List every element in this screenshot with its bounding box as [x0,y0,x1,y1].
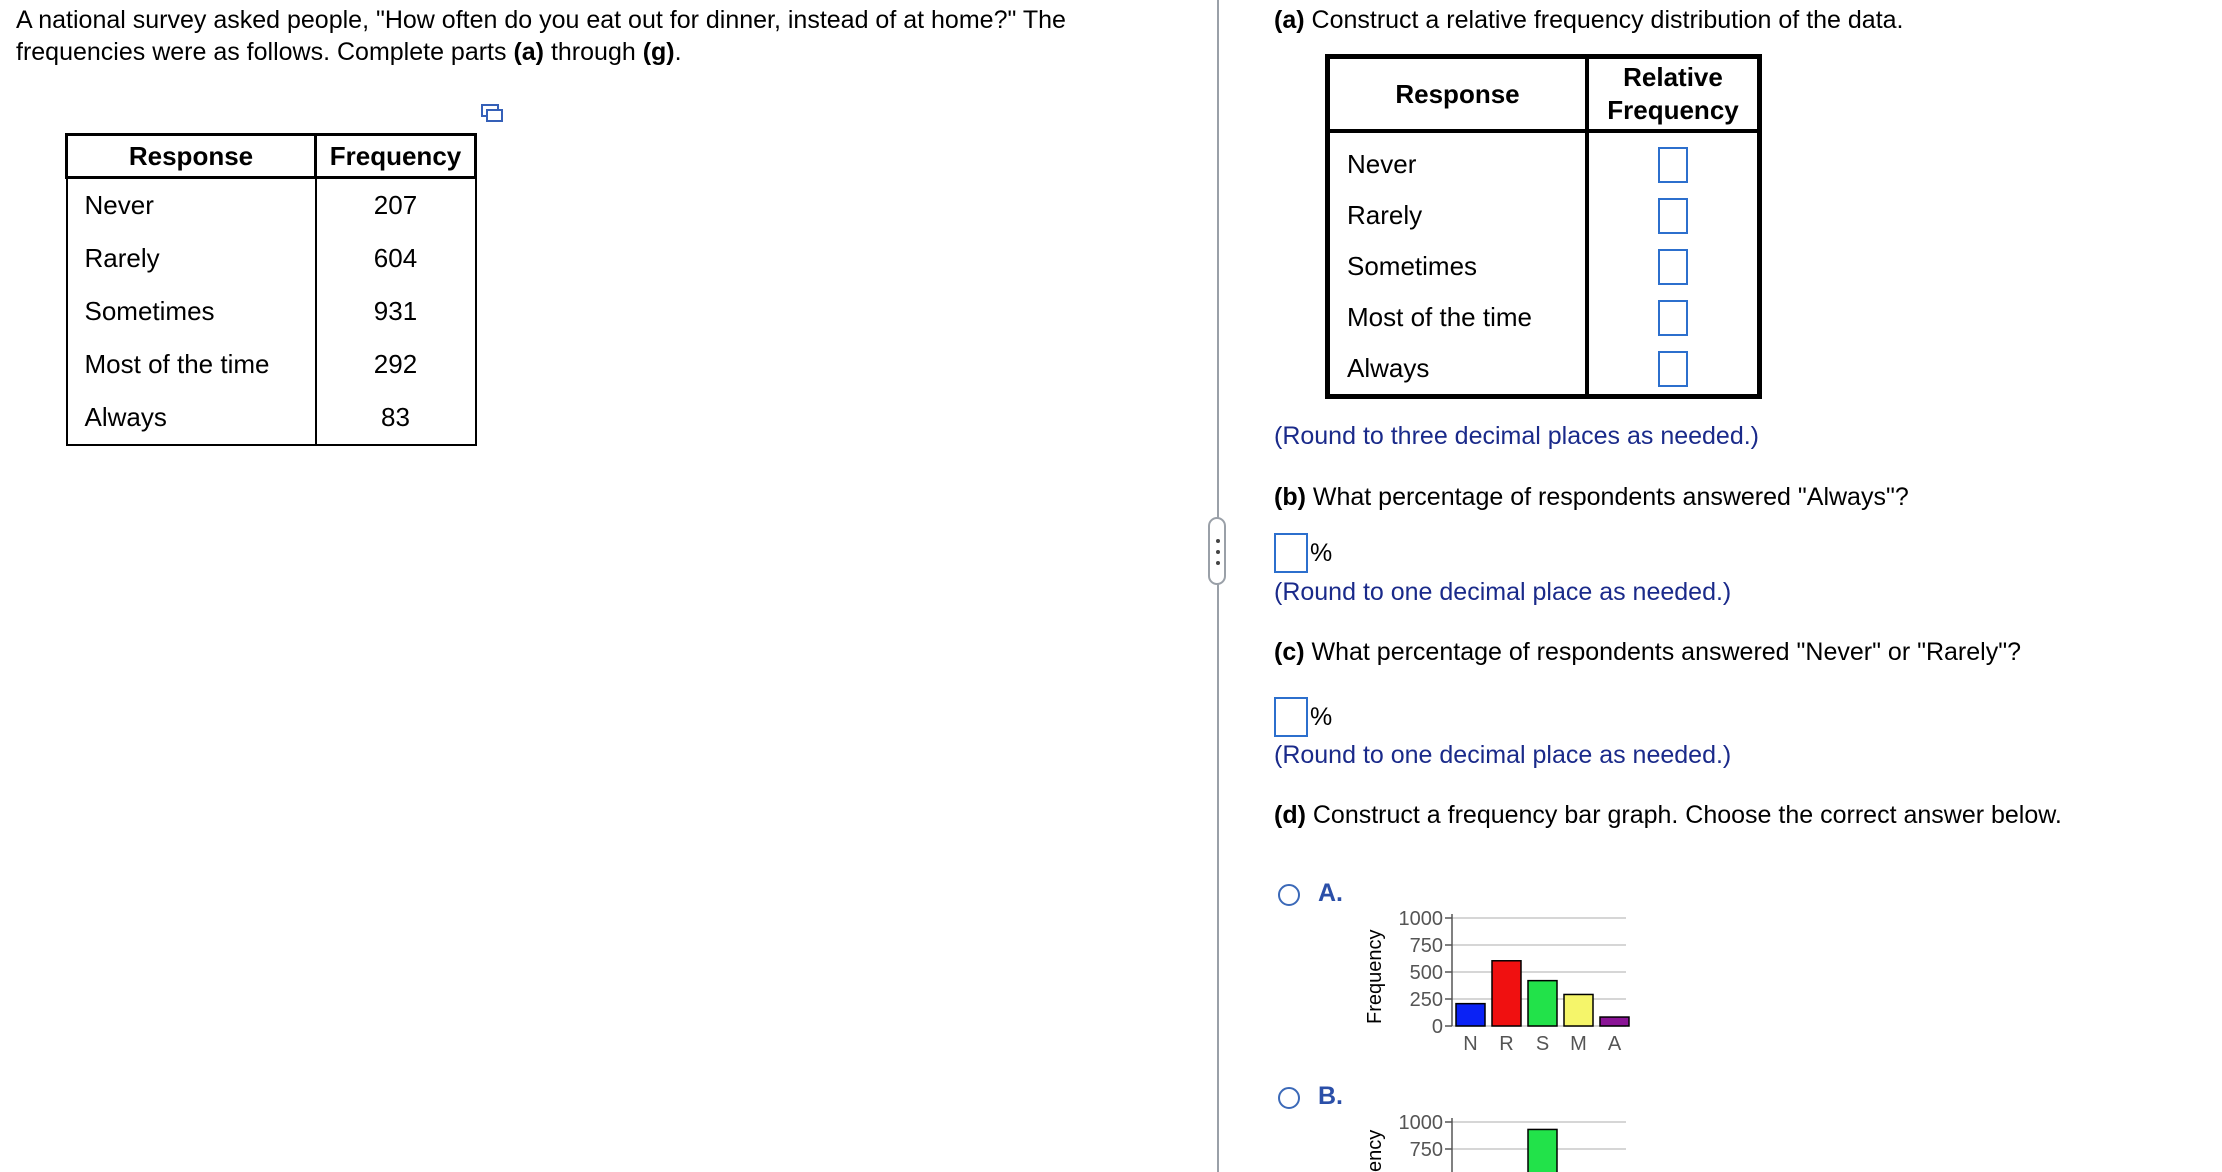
rf-header-line1: Relative [1623,62,1723,92]
rf-answer-sometimes-input[interactable] [1658,249,1688,285]
row-response: Rarely [67,232,316,285]
part-a-text: Construct a relative frequency distribution of the data. [1304,6,1904,34]
table-row [1328,292,1760,343]
row-response: Always [67,391,316,445]
data-table-header-row [67,135,476,178]
table-row [1328,241,1760,292]
part-c-question [1274,636,2021,668]
option-a-x-label: S [1535,1033,1550,1055]
part-c-tag: (c) [1274,638,1305,666]
row-frequency: 207 [316,178,476,233]
option-b-label[interactable]: B. [1318,1082,1343,1110]
problem-line-2-text: frequencies were as follows. Complete parts [16,38,514,66]
part-b-hint: (Round to one decimal place as needed.) [1274,578,1732,606]
frequency-data-table [65,133,477,446]
part-g-ref: (g) [642,38,675,66]
row-frequency: 83 [316,391,476,445]
problem-line-1: A national survey asked people, "How often do you eat out for dinner, instead of at home?" The [16,6,1066,34]
rf-answer-never-input[interactable] [1658,147,1688,183]
row-response: Most of the time [67,338,316,391]
option-b-y-axis-label: ency [1364,1129,1386,1172]
part-b-tag: (b) [1274,483,1306,511]
table-row [67,338,476,391]
rf-answer-always-input[interactable] [1658,351,1688,387]
part-a-hint: (Round to three decimal places as needed.) [1274,422,1760,450]
rf-row-response: Never [1328,131,1588,190]
rf-answer-most-input[interactable] [1658,300,1688,336]
part-a-tag: (a) [1274,6,1305,34]
option-a-x-label: A [1607,1033,1622,1055]
percent-sign: % [1310,538,1333,567]
pane-resize-handle[interactable] [1208,517,1226,585]
option-a-bar-s [1528,981,1557,1026]
relative-frequency-table [1325,54,1762,399]
option-a-tick-label: 250 [1409,989,1443,1011]
table-row [67,285,476,338]
table-row [67,232,476,285]
row-frequency: 604 [316,232,476,285]
rf-cell [1587,190,1760,241]
rf-row-response: Sometimes [1328,241,1588,292]
table-row [67,391,476,445]
problem-statement [16,4,1176,68]
part-c-hint: (Round to one decimal place as needed.) [1274,741,1732,769]
option-a-tick-label: 750 [1409,935,1443,957]
rf-header-relative-frequency [1587,57,1760,132]
rf-row-response: Most of the time [1328,292,1588,343]
problem-line-2 [16,36,1176,68]
part-a-ref: (a) [513,38,545,66]
problem-line-2-mid: through [544,38,643,66]
part-b-question [1274,481,1909,513]
option-b-bar-chart[interactable] [1390,1104,1640,1172]
header-frequency: Frequency [316,135,476,178]
part-a-question [1274,4,1904,36]
rf-header-row [1328,57,1760,132]
option-a-tick-label: 500 [1409,962,1443,984]
rf-cell [1587,131,1760,190]
header-response: Response [67,135,316,178]
row-frequency: 931 [316,285,476,338]
row-frequency: 292 [316,338,476,391]
rf-row-response: Always [1328,343,1588,397]
rf-header-response: Response [1328,57,1588,132]
option-b-tick-label: 750 [1409,1139,1443,1161]
option-b-bar-s [1528,1129,1557,1172]
part-b-answer [1274,533,1332,573]
option-a-x-label: R [1499,1033,1514,1055]
option-a-bar-r [1492,961,1521,1026]
option-a-tick-label: 1000 [1398,908,1443,930]
option-b-tick-label: 1000 [1398,1112,1443,1134]
option-a-bar-n [1456,1004,1485,1026]
table-row [1328,190,1760,241]
copy-data-icon[interactable] [481,104,503,122]
part-c-text: What percentage of respondents answered "Never" or "Rarely"? [1304,638,2021,666]
table-row [67,178,476,233]
part-d-question [1274,799,2062,831]
option-b-radio[interactable] [1278,1087,1300,1109]
problem-line-2-end: . [674,38,682,66]
row-response: Never [67,178,316,233]
option-a-tick-label: 0 [1431,1016,1443,1038]
option-a-y-axis-label: Frequency [1364,929,1386,1024]
option-a-bar-a [1600,1017,1629,1026]
rf-header-line2: Frequency [1607,95,1739,125]
row-response: Sometimes [67,285,316,338]
table-row [1328,131,1760,190]
rf-cell [1587,292,1760,343]
rf-answer-rarely-input[interactable] [1658,198,1688,234]
part-b-input[interactable] [1274,533,1308,573]
rf-row-response: Rarely [1328,190,1588,241]
option-a-x-label: M [1570,1033,1587,1055]
pane-divider [1217,0,1219,1172]
option-a-radio[interactable] [1278,884,1300,906]
table-row [1328,343,1760,397]
part-d-tag: (d) [1274,801,1306,829]
option-a-label[interactable]: A. [1318,879,1343,907]
option-a-x-label: N [1463,1033,1478,1055]
rf-cell [1587,343,1760,397]
part-c-input[interactable] [1274,697,1308,737]
option-a-bar-m [1564,994,1593,1026]
part-b-text: What percentage of respondents answered "Always"? [1305,483,1909,511]
option-a-bar-chart[interactable] [1390,900,1640,1060]
rf-cell [1587,241,1760,292]
part-c-answer [1274,697,1332,737]
part-d-text: Construct a frequency bar graph. Choose the correct answer below. [1305,801,2062,829]
percent-sign: % [1310,702,1333,731]
